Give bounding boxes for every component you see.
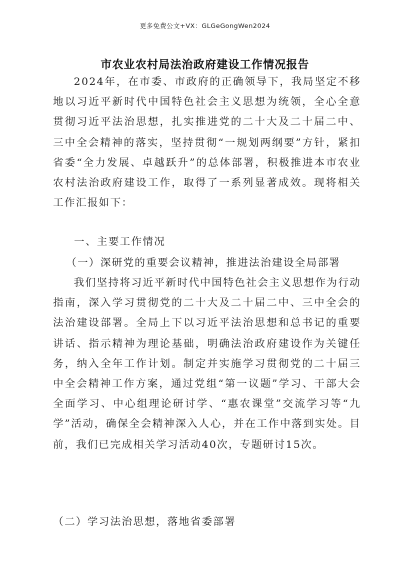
watermark-header: 更多免费公文+VX：GLGeGongWen2024 bbox=[139, 22, 271, 30]
intro-paragraph: 2024年，在市委、市政府的正确领导下，我局坚定不移地以习近平新时代中国特色社会主义思想为统领，全心全意贯彻习近平法治思想，扎实推进党的二十大及二十届二中、三中全会精神的落实，坚持贯彻“一规划两纲要”方针，紧扣省委“全力发展、卓越跃升”的总体部署，积极推进本市农业农村法治政府建设工作，取得了一系列显著成效。现将相关工作汇报如下： bbox=[53, 76, 361, 210]
section-heading: 一、主要工作情况 bbox=[74, 236, 166, 248]
subsection-heading-1: （一）深研党的重要会议精神，推进法治建设全局部署 bbox=[66, 257, 341, 269]
main-paragraph: 我们坚持将习近平新时代中国特色社会主义思想作为行动指南，深入学习贯彻党的二十大及二十届二中、三中全会的法治建设部署。全局上下以习近平法治思想和总书记的重要讲话、指示精神为理论基础，明确法治政府建设作为关键任务，纳入全年工作计划。制定并实施学习贯彻党的二十届三中全会精神工作方案，通过党组“第一议题”学习、干部大会全面学习、中心组理论研讨学、“惠农课堂”交流学习等“九学”活动，确保全会精神深入人心，并在工作中落到实处。目前，我们已完成相关学习活动40次，专题研讨15次。 bbox=[53, 277, 361, 451]
subsection-heading-2: （二）学习法治思想，落地省委部署 bbox=[53, 516, 237, 528]
document-title: 市农业农村局法治政府建设工作情况报告 bbox=[100, 58, 310, 71]
